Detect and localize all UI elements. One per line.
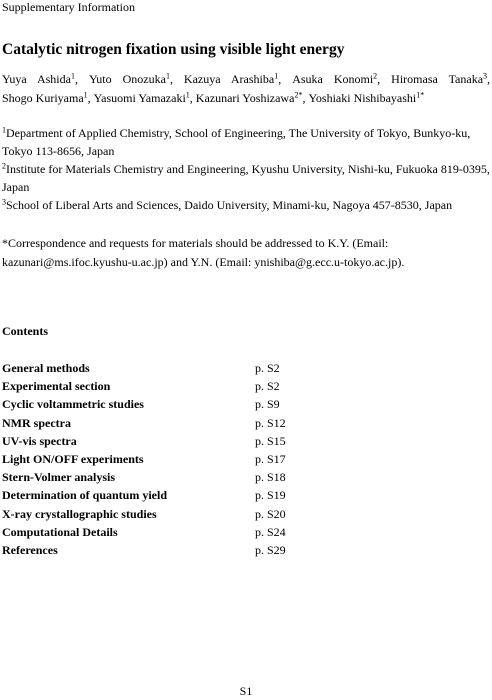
affiliation-text: Department of Applied Chemistry, School of Engineering, The University of Tokyo, Bunkyo-ku, Tokyo 113-8656, Japan <box>2 126 471 158</box>
author <box>89 72 184 86</box>
author-name: Kazuya Arashiba <box>183 72 275 86</box>
author-list <box>2 70 490 108</box>
author-affiliation-mark: 1* <box>416 90 425 100</box>
toc-page: p. S9 <box>255 397 280 412</box>
author-name: Shogo Kuriyama <box>2 91 84 105</box>
author-affiliation-mark: 1 <box>70 71 75 81</box>
toc-row <box>2 470 322 488</box>
author-separator: , <box>87 91 94 105</box>
author <box>196 91 309 105</box>
toc-row <box>2 488 322 506</box>
author-separator: , <box>169 72 184 86</box>
toc-title: Cyclic voltammetric studies <box>2 397 144 412</box>
toc-row <box>2 507 322 525</box>
author <box>184 72 292 86</box>
toc-title: NMR spectra <box>2 415 71 430</box>
author-affiliation-mark: 2 <box>373 71 378 81</box>
toc-page: p. S18 <box>255 470 286 485</box>
author-name: Yasuomi Yamazaki <box>93 91 186 105</box>
toc-title: Experimental section <box>2 379 111 394</box>
page-number: S1 <box>239 684 253 698</box>
toc-page: p. S24 <box>255 524 286 539</box>
toc-title: X-ray crystallographic studies <box>2 506 157 521</box>
author-name: Yuto Onozuka <box>88 72 166 86</box>
affiliation-number: 1 <box>2 125 6 135</box>
author <box>391 72 490 86</box>
author-separator: , <box>74 72 89 86</box>
toc-row <box>2 379 322 397</box>
author-name: Kazunari Yoshizawa <box>195 91 295 105</box>
toc-page: p. S17 <box>255 451 286 466</box>
affiliation <box>2 124 490 160</box>
author-affiliation-mark: 1 <box>185 90 190 100</box>
toc-page: p. S20 <box>255 506 286 521</box>
toc-row <box>2 543 322 561</box>
toc-title: Computational Details <box>2 524 118 539</box>
header-note: Supplementary Information <box>2 0 135 14</box>
toc-title: General methods <box>2 361 90 375</box>
toc-row <box>2 361 322 379</box>
author-separator: , <box>302 91 309 105</box>
author-name: Asuka Konomi <box>292 72 374 86</box>
toc-row <box>2 452 322 470</box>
author <box>94 91 196 105</box>
affiliation-list <box>2 124 490 214</box>
toc-page: p. S19 <box>255 488 286 503</box>
toc-title: References <box>2 542 58 557</box>
toc-row <box>2 434 322 452</box>
toc-page: p. S12 <box>255 415 286 430</box>
affiliation <box>2 196 490 214</box>
author-affiliation-mark: 2* <box>294 90 303 100</box>
author <box>292 72 391 86</box>
author-affiliation-mark: 1 <box>83 90 88 100</box>
author-affiliation-mark: 3 <box>483 71 488 81</box>
paper-title: Catalytic nitrogen fixation using visible light energy <box>2 41 345 58</box>
author <box>2 72 89 86</box>
author-separator: , <box>278 72 293 86</box>
toc-title: UV-vis spectra <box>2 433 77 448</box>
author-name: Yuya Ashida <box>2 72 71 86</box>
toc-title: Stern-Volmer analysis <box>2 470 116 485</box>
author-affiliation-mark: 1 <box>165 71 170 81</box>
toc-title: Light ON/OFF experiments <box>2 451 144 466</box>
toc-row <box>2 525 322 543</box>
affiliation <box>2 160 490 196</box>
author <box>308 91 424 105</box>
table-of-contents <box>2 361 322 561</box>
affiliation-text: Institute for Materials Chemistry and Engineering, Kyushu University, Nishi-ku, Fukuoka 819-0395, Japan <box>2 162 490 194</box>
author-name: Hiromasa Tanaka <box>391 72 484 86</box>
toc-page: p. S2 <box>255 361 280 375</box>
affiliation-number: 2 <box>2 161 6 171</box>
toc-row <box>2 397 322 415</box>
toc-page: p. S29 <box>255 542 286 557</box>
toc-page: p. S2 <box>255 379 280 394</box>
author <box>2 91 94 105</box>
correspondence-note: *Correspondence and requests for materials should be addressed to K.Y. (Email: kazunari@ms.ifoc.kyushu-u.ac.jp) and Y.N. (Email: ynishiba@g.ecc.u-tokyo.ac.jp). <box>2 236 405 269</box>
toc-row <box>2 416 322 434</box>
toc-page: p. S15 <box>255 433 286 448</box>
author-separator: , <box>189 91 196 105</box>
affiliation-text: School of Liberal Arts and Sciences, Daido University, Minami-ku, Nagoya 457-8530, Japan <box>6 198 453 212</box>
author-separator: , <box>487 72 491 86</box>
contents-heading: Contents <box>2 324 49 338</box>
author-name: Yoshiaki Nishibayashi <box>308 91 417 105</box>
affiliation-number: 3 <box>2 197 6 207</box>
author-separator: , <box>377 72 392 86</box>
toc-title: Determination of quantum yield <box>2 488 167 503</box>
author-affiliation-mark: 1 <box>274 71 279 81</box>
